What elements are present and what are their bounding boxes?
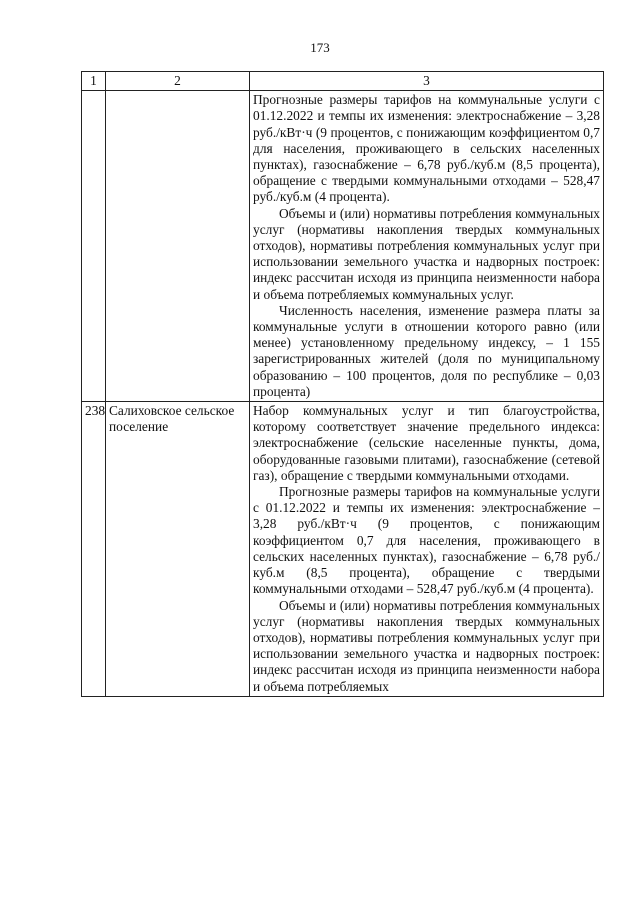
description-cell (250, 402, 604, 697)
paragraph-services-set: Набор коммунальных услуг и тип благоустройства, которому соответствует значение предельного индекса: электроснабжение (сельские населенные пункты, дома, оборудованные газовыми плитами), газоснабжение (сетевой газ), обращение с твердыми коммунальными отходами. (253, 403, 600, 483)
description-cell (250, 91, 604, 402)
paragraph-volumes: Объемы и (или) нормативы потребления коммунальных услуг (нормативы накопления твердых коммунальных отходов), нормативы потребления коммунальных услуг при использовании земельного участка и надворных построек: индекс рассчитан исходя из принципа неизменности набора и объема потребляемых (253, 597, 600, 694)
settlement-name-cell (106, 91, 250, 402)
row-number: 238 (82, 402, 106, 697)
paragraph-volumes: Объемы и (или) нормативы потребления коммунальных услуг (нормативы накопления твердых коммунальных отходов), нормативы потребления коммунальных услуг при использовании земельного участка и надворных построек: индекс рассчитан исходя из принципа неизменности набора и объема потребляемых коммунальных услуг. (253, 205, 600, 302)
tariff-table (81, 71, 604, 697)
header-col-2: 2 (106, 72, 250, 91)
page-number: 173 (310, 40, 330, 55)
row-number-cell (82, 91, 106, 402)
table-row-continued (82, 91, 604, 402)
table-row-238 (82, 402, 604, 697)
paragraph-tariffs: Прогнозные размеры тарифов на коммунальные услуги с 01.12.2022 и темпы их изменения: электроснабжение – 3,28 руб./кВт·ч (9 процентов, с понижающим коэффициентом 0,7 для населения, проживающего в сельских населенных пунктах), газоснабжение – 6,78 руб./куб.м (8,5 процента), обращение с твердыми коммунальными отходами – 528,47 руб./куб.м (4 процента). (253, 484, 600, 597)
header-row (82, 72, 604, 91)
settlement-name: Салиховское сельское поселение (106, 402, 250, 697)
paragraph-tariffs: Прогнозные размеры тарифов на коммунальные услуги с 01.12.2022 и темпы их изменения: электроснабжение – 3,28 руб./кВт·ч (9 процентов, с понижающим коэффициентом 0,7 для населения, проживающего в сельских населенных пунктах), газоснабжение – 6,78 руб./куб.м (8,5 процента), обращение с твердыми коммунальными отходами – 528,47 руб./куб.м (4 процента). (253, 92, 600, 205)
header-col-3: 3 (250, 72, 604, 91)
paragraph-population: Численность населения, изменение размера платы за коммунальные услуги в отношении которого равно (или менее) установленному предельному индексу, – 1 155 зарегистрированных жителей (доля по муниципальному образованию – 100 процентов, доля по республике – 0,03 процента) (253, 302, 600, 399)
header-col-1: 1 (82, 72, 106, 91)
